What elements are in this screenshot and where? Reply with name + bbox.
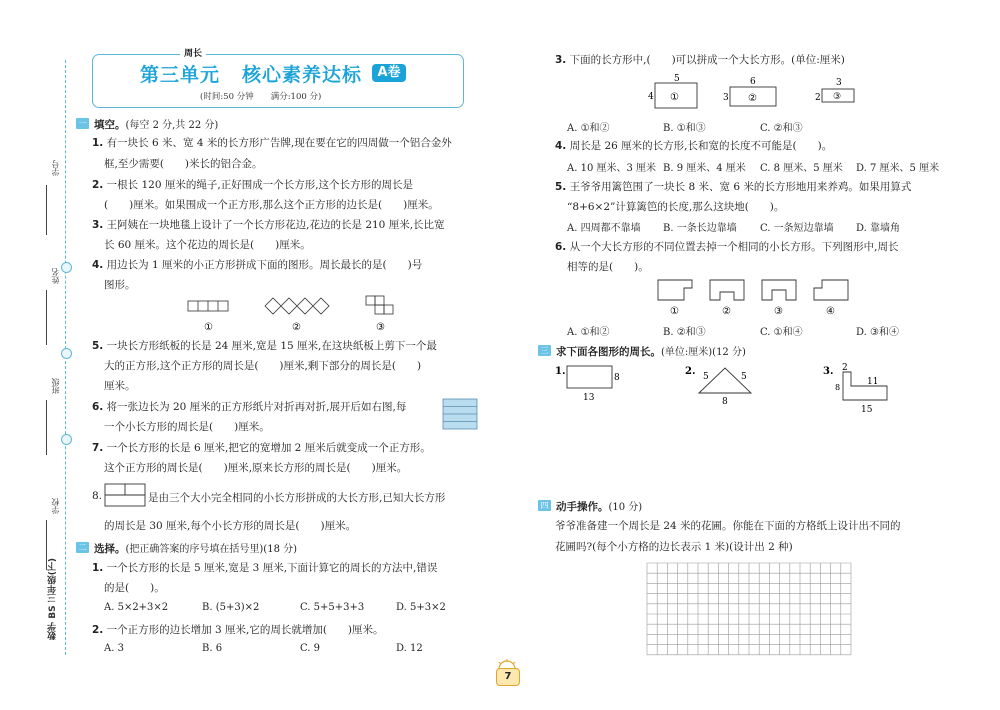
page-number: 7 bbox=[496, 668, 520, 686]
question-line: 的是( )。 bbox=[104, 582, 165, 594]
question-text: 一根长 120 厘米的绳子,正好围成一个长方形,这个长方形的周长是 bbox=[106, 179, 414, 191]
unit-name: 第三单元 bbox=[140, 64, 221, 86]
dimension-label: 11 bbox=[867, 377, 879, 387]
section-title bbox=[556, 343, 746, 359]
question-line: 的周长是 30 厘米,每个小长方形的周长是( )厘米。 bbox=[104, 520, 357, 532]
question-text: 是由三个大小完全相同的小长方形拼成的大长方形,已知大长方形 bbox=[148, 492, 446, 504]
question-text: 周长是 26 厘米的长方形,长和宽的长度不可能是( )。 bbox=[569, 140, 833, 152]
question-number: 3. bbox=[92, 219, 104, 231]
dimension-label: 13 bbox=[583, 393, 595, 403]
question-line: 相等的是( )。 bbox=[567, 261, 649, 273]
section-note: (每空 2 分,共 22 分) bbox=[125, 120, 219, 131]
option-b: B. 一条长边靠墙 bbox=[663, 223, 737, 234]
rectangles-choice-figure bbox=[640, 72, 880, 112]
question-number: 2. bbox=[92, 179, 104, 191]
section-note: (10 分) bbox=[608, 502, 643, 513]
shape-1 bbox=[188, 301, 228, 311]
question-text: 将一张边长为 20 厘米的正方形纸片对折再对折,展开后如右图,每 bbox=[106, 401, 407, 413]
square-shapes-figure bbox=[180, 294, 420, 336]
shape-label: ① bbox=[204, 322, 213, 333]
question-line: 厘米。 bbox=[104, 380, 136, 392]
option-d: D. 5+3×2 bbox=[396, 602, 446, 613]
question-text: 一个长方形的长是 6 厘米,把它的宽增加 2 厘米后就变成一个正方形。 bbox=[106, 442, 431, 454]
question-number: 2. bbox=[92, 624, 104, 636]
dimension-label: 8 bbox=[722, 397, 728, 407]
section-title-text: 动手操作。 bbox=[556, 501, 609, 513]
section-title-text: 选择。 bbox=[94, 543, 126, 555]
shape-label: ② bbox=[292, 322, 301, 333]
section-note: (单位:厘米)(12 分) bbox=[661, 347, 746, 358]
student-number-underline bbox=[46, 185, 47, 235]
question-line bbox=[92, 440, 431, 455]
shape-label: ② bbox=[722, 306, 731, 317]
question-number: 7. bbox=[92, 442, 104, 454]
dimension-label: 2 bbox=[815, 93, 821, 103]
cut-rectangles-figure bbox=[650, 276, 860, 318]
dimension-label: 3 bbox=[723, 93, 729, 103]
class-underline bbox=[46, 400, 47, 455]
option-d: D. 12 bbox=[396, 643, 423, 654]
dimension-label: 2 bbox=[842, 363, 848, 373]
question-number: 1. bbox=[92, 562, 104, 574]
question-line bbox=[92, 399, 406, 414]
option-a: A. ①和② bbox=[567, 327, 610, 338]
binding-hole bbox=[61, 434, 72, 445]
section-note: (把正确答案的序号填在括号里)(18 分) bbox=[125, 544, 298, 555]
three-rectangles-figure bbox=[104, 483, 148, 509]
question-text: 一块长方形纸板的长是 24 厘米,宽是 15 厘米,在这块纸板上剪下一个最 bbox=[106, 340, 437, 352]
question-line bbox=[92, 622, 384, 637]
question-text: 王爷爷用篱笆围了一块长 8 米、宽 6 米的长方形地用来养鸡。如果用算式 bbox=[569, 181, 912, 193]
question-text: 下面的长方形中,( )可以拼成一个大长方形。(单位:厘米) bbox=[569, 54, 845, 66]
option-b: B. (5+3)×2 bbox=[202, 602, 260, 613]
rect-label: ② bbox=[748, 93, 757, 104]
shape-label: ① bbox=[670, 306, 679, 317]
question-line: “8+6×2”计算篱笆的长度,那么这块地( )。 bbox=[567, 201, 785, 213]
shape-label: ④ bbox=[826, 306, 835, 317]
option-b: B. 9 厘米、4 厘米 bbox=[663, 163, 746, 174]
section-title-text: 求下面各图形的周长。 bbox=[556, 346, 661, 358]
dimension-label: 8 bbox=[835, 383, 841, 392]
section-title bbox=[94, 540, 297, 556]
question-number: 3. bbox=[555, 54, 567, 66]
cut-shape-3 bbox=[762, 280, 796, 300]
section-title-text: 填空。 bbox=[94, 119, 126, 131]
test-name: 核心素养达标 bbox=[242, 64, 363, 86]
option-d: D. 靠墙角 bbox=[856, 223, 901, 234]
time-score-info: (时间:50 分钟 满分:100 分) bbox=[200, 92, 322, 102]
task-text: 花圃吗?(每个小方格的边长表示 1 米)(设计出 2 种) bbox=[555, 541, 793, 553]
question-number: 1. bbox=[92, 137, 104, 149]
binding-hole bbox=[61, 262, 72, 273]
name-underline bbox=[46, 290, 47, 345]
question-number: 6. bbox=[555, 241, 567, 253]
question-line bbox=[555, 138, 832, 153]
section-number-badge: 二 bbox=[76, 542, 89, 553]
option-c: C. ①和④ bbox=[760, 327, 803, 338]
question-text: 有一块长 6 米、宽 4 米的长方形广告牌,现在要在它的四周做一个铝合金外 bbox=[106, 137, 452, 149]
subject-label: 数学 BS 三年级(下) bbox=[48, 558, 58, 640]
dimension-label: 4 bbox=[648, 92, 654, 102]
question-line bbox=[92, 135, 452, 150]
dimension-label: 15 bbox=[861, 405, 873, 415]
rect-label: ③ bbox=[833, 92, 842, 102]
question-line bbox=[92, 217, 445, 232]
figure-number: 3. bbox=[823, 366, 834, 377]
shape-label: ③ bbox=[774, 306, 783, 317]
shape-2 bbox=[265, 298, 329, 314]
question-number: 4. bbox=[92, 259, 104, 271]
option-a: A. ①和② bbox=[567, 123, 610, 134]
option-a: A. 3 bbox=[104, 643, 124, 654]
question-number: 6. bbox=[92, 401, 104, 413]
question-text: 用边长为 1 厘米的小正方形拼成下面的图形。周长最长的是( )号 bbox=[106, 259, 423, 271]
binding-hole bbox=[61, 348, 72, 359]
school-label: 学校 bbox=[51, 498, 60, 514]
option-c: C. 9 bbox=[300, 643, 321, 654]
question-number: 4. bbox=[555, 140, 567, 152]
dimension-label: 3 bbox=[836, 78, 842, 88]
question-number: 5. bbox=[555, 181, 567, 193]
question-line: 框,至少需要( )米长的铝合金。 bbox=[104, 158, 263, 170]
l-shape-figure bbox=[843, 372, 887, 400]
dimension-label: 6 bbox=[750, 77, 756, 87]
rectangle-figure bbox=[567, 366, 612, 388]
option-b: B. ①和③ bbox=[663, 123, 706, 134]
cut-shape-2 bbox=[710, 280, 744, 300]
question-line bbox=[92, 177, 413, 192]
question-line bbox=[92, 257, 422, 272]
student-number-label: 学号 bbox=[51, 160, 60, 176]
question-line bbox=[555, 52, 845, 67]
option-c: C. ②和③ bbox=[760, 123, 803, 134]
option-d: D. ③和④ bbox=[856, 327, 899, 338]
folded-paper-figure bbox=[442, 398, 480, 432]
option-a: A. 10 厘米、3 厘米 bbox=[567, 163, 657, 174]
question-line: ( )厘米。如果围成一个正方形,那么这个正方形的边长是( )厘米。 bbox=[104, 199, 439, 211]
perimeter-figures bbox=[555, 360, 915, 420]
option-b: B. ②和③ bbox=[663, 327, 706, 338]
figure-number: 1. bbox=[555, 366, 566, 377]
question-line: 长 60 厘米。这个花边的周长是( )厘米。 bbox=[104, 239, 311, 251]
section-title bbox=[94, 116, 218, 132]
dimension-label: 5 bbox=[703, 372, 709, 382]
question-text: 一个正方形的边长增加 3 厘米,它的周长就增加( )厘米。 bbox=[106, 624, 384, 636]
option-c: C. 8 厘米、5 厘米 bbox=[760, 163, 843, 174]
question-text: 一个长方形的长是 5 厘米,宽是 3 厘米,下面计算它的周长的方法中,错误 bbox=[106, 562, 438, 574]
question-line: 大的正方形,这个正方形的周长是( )厘米,剩下部分的周长是( ) bbox=[104, 360, 422, 372]
section-number-badge: 四 bbox=[538, 500, 551, 511]
option-c: C. 5+5+3+3 bbox=[300, 602, 365, 613]
dimension-label: 8 bbox=[614, 373, 620, 383]
question-line: 这个正方形的周长是( )厘米,原来长方形的周长是( )厘米。 bbox=[104, 462, 408, 474]
figure-number: 2. bbox=[685, 366, 696, 377]
question-text: 王阿姨在一块地毯上设计了一个长方形花边,花边的长是 210 厘米,长比宽 bbox=[106, 219, 445, 231]
section-title bbox=[556, 498, 642, 514]
class-label: 班级 bbox=[51, 378, 60, 394]
shape-3 bbox=[366, 296, 393, 314]
grid-paper[interactable] bbox=[646, 562, 856, 657]
question-line: 图形。 bbox=[104, 279, 136, 291]
paper-badge: A卷 bbox=[372, 64, 406, 82]
page-title bbox=[140, 60, 362, 87]
dimension-label: 5 bbox=[674, 74, 680, 84]
dimension-label: 5 bbox=[741, 372, 747, 382]
chapter-tab: 周长 bbox=[180, 46, 206, 59]
shape-label: ③ bbox=[376, 322, 385, 333]
question-number-8: 8. bbox=[92, 490, 103, 502]
question-line bbox=[555, 179, 911, 194]
question-line: 一个小长方形的周长是( )厘米。 bbox=[104, 421, 270, 433]
section-number-badge: 一 bbox=[76, 118, 89, 129]
section-number-badge: 三 bbox=[538, 345, 551, 356]
question-line bbox=[555, 239, 898, 254]
cut-shape-4 bbox=[814, 280, 848, 300]
option-b: B. 6 bbox=[202, 643, 223, 654]
option-a: A. 5×2+3×2 bbox=[104, 602, 169, 613]
question-line bbox=[92, 338, 437, 353]
question-number: 5. bbox=[92, 340, 104, 352]
question-line bbox=[92, 560, 437, 575]
option-c: C. 一条短边靠墙 bbox=[760, 223, 834, 234]
question-text: 从一个大长方形的不同位置去掉一个相同的小长方形。下列图形中,周长 bbox=[569, 241, 899, 253]
option-d: D. 7 厘米、5 厘米 bbox=[856, 163, 940, 174]
option-a: A. 四周都不靠墙 bbox=[567, 223, 641, 234]
task-text: 爷爷准备建一个周长是 24 米的花圃。你能在下面的方格纸上设计出不同的 bbox=[555, 520, 901, 532]
cut-shape-1 bbox=[658, 280, 692, 300]
name-label: 姓名 bbox=[51, 268, 60, 284]
rect-label: ① bbox=[670, 92, 679, 103]
binding-margin bbox=[0, 0, 70, 710]
